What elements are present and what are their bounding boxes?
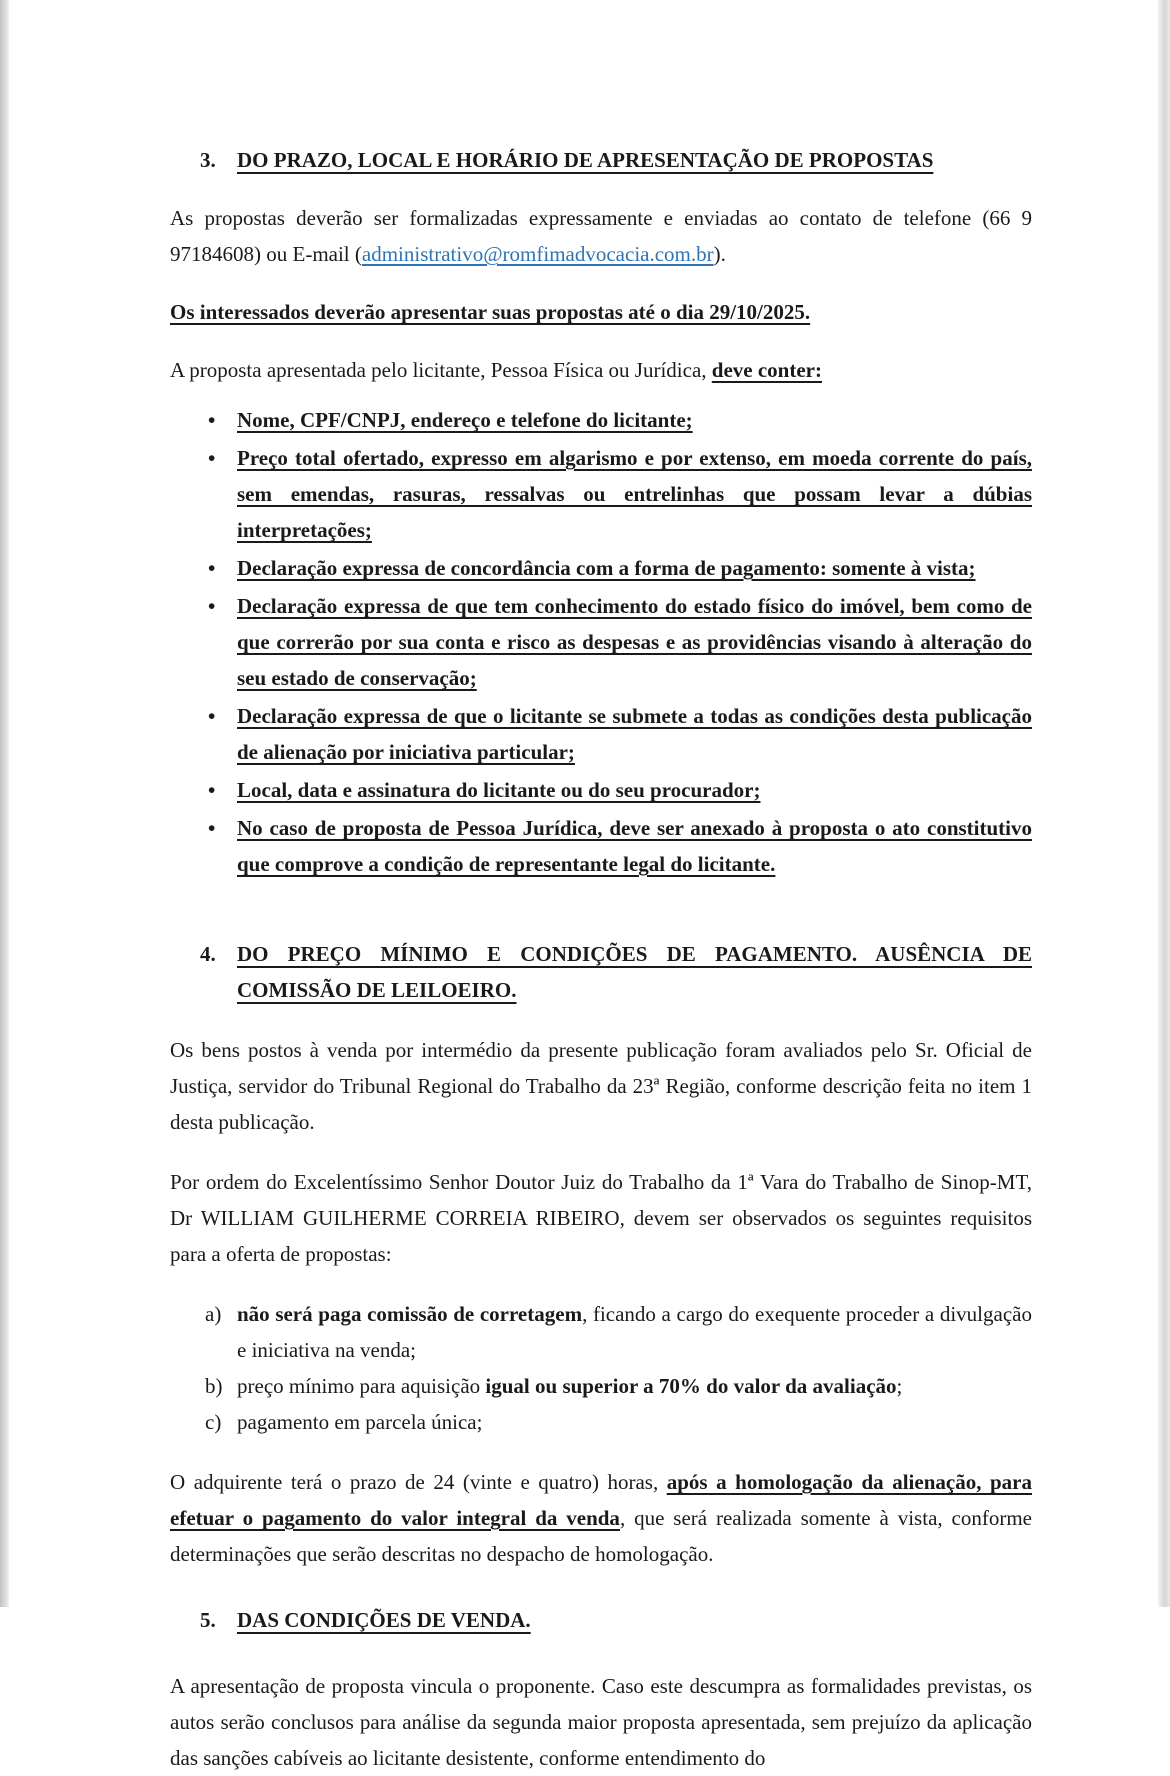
section-3-number: 3. [200, 148, 216, 172]
list-item [170, 402, 1032, 438]
email-link[interactable]: administrativo@romfimadvocacia.com.br [361, 242, 714, 266]
conditions-list [170, 1296, 1032, 1440]
page-edge-left [0, 0, 9, 1607]
para-court-order: Por ordem do Excelentíssimo Senhor Doutor Juiz do Trabalho da 1ª Vara do Trabalho de Sinop-MT, Dr WILLIAM GUILHERME CORREIA RIBEIRO, devem ser observados os seguintes requisitos para a oferta de propostas: [170, 1170, 1032, 1266]
list-item [170, 440, 1032, 548]
list-item [170, 588, 1032, 696]
para-contact-pre: As propostas deverão ser formalizadas expressamente e enviadas ao contato de telefone (66 9 97184608) ou E-mail ( [170, 206, 1032, 266]
para-payment-bold: após a homologação da alienação, para efetuar o pagamento do valor integral da venda [170, 1470, 1032, 1530]
para-payment-post: , que será realizada somente à vista, conforme determinações que serão descritas no despacho de homologação. [170, 1506, 1032, 1566]
list-item-pre: preço mínimo para aquisição [237, 1374, 486, 1398]
page-edge-right [1158, 0, 1170, 1607]
list-item [170, 1296, 1032, 1368]
list-item-label: a) [205, 1302, 222, 1326]
list-item-post: ; [896, 1374, 903, 1398]
section-4-title: DO PREÇO MÍNIMO E CONDIÇÕES DE PAGAMENTO. AUSÊNCIA DE COMISSÃO DE LEILOEIRO. [237, 942, 1032, 1002]
bullet-icon: • [208, 704, 216, 728]
bullet-icon: • [208, 408, 216, 432]
bullet-icon: • [208, 778, 216, 802]
document-content [170, 142, 1032, 1776]
list-item-text: Local, data e assinatura do licitante ou do seu procurador; [237, 778, 761, 802]
list-item-pre: pagamento em parcela única; [237, 1410, 483, 1434]
section-4-heading [200, 936, 1032, 1008]
para-payment-pre: O adquirente terá o prazo de 24 (vinte e quatro) horas, [170, 1470, 667, 1494]
list-item-text: Declaração expressa de concordância com a forma de pagamento: somente à vista; [237, 556, 976, 580]
para-contact [170, 200, 1032, 272]
section-4-number: 4. [200, 942, 216, 966]
bullet-icon: • [208, 816, 216, 840]
list-item-bold: não será paga comissão de corretagem [237, 1302, 583, 1326]
para-valuation: Os bens postos à venda por intermédio da presente publicação foram avaliados pelo Sr. Oficial de Justiça, servidor do Tribunal Regional do Trabalho da 23ª Região, conforme descrição feita no item 1 desta publicação. [170, 1038, 1032, 1134]
section-5-title: DAS CONDIÇÕES DE VENDA. [237, 1608, 531, 1632]
para-proposal-intro-bold: deve conter: [711, 358, 822, 382]
list-item-text: Declaração expressa de que tem conhecimento do estado físico do imóvel, bem como de que correrão por sua conta e risco as despesas e as providências visando à alteração do seu estado de conservação; [237, 594, 1032, 690]
section-5-number: 5. [200, 1608, 216, 1632]
list-item [170, 1368, 1032, 1404]
list-item-text: No caso de proposta de Pessoa Jurídica, deve ser anexado à proposta o ato constitutivo que comprove a condição de representante legal do licitante. [237, 816, 1032, 876]
section-3-title: DO PRAZO, LOCAL E HORÁRIO DE APRESENTAÇÃO DE PROPOSTAS [237, 148, 934, 172]
list-item-text: Declaração expressa de que o licitante se submete a todas as condições desta publicação de alienação por iniciativa particular; [237, 704, 1032, 764]
bullet-icon: • [208, 594, 216, 618]
para-payment-deadline [170, 1464, 1032, 1572]
list-item [170, 1404, 1032, 1440]
list-item-post: , ficando a cargo do exequente proceder a divulgação e iniciativa na venda; [237, 1302, 1032, 1362]
para-contact-post: ). [713, 242, 726, 266]
list-item [170, 550, 1032, 586]
bullet-icon: • [208, 446, 216, 470]
list-item [170, 698, 1032, 770]
list-item [170, 810, 1032, 882]
para-proposal-intro-pre: A proposta apresentada pelo licitante, Pessoa Física ou Jurídica, [170, 358, 712, 382]
para-deadline: Os interessados deverão apresentar suas propostas até o dia 29/10/2025. [170, 300, 811, 324]
section-3-heading [200, 142, 1032, 178]
list-item [170, 772, 1032, 808]
proposal-requirements-list [170, 402, 1032, 882]
list-item-bold: igual ou superior a 70% do valor da avaliação [485, 1374, 897, 1398]
para-proposal-intro [170, 352, 1032, 388]
list-item-label: b) [205, 1374, 223, 1398]
list-item-text: Nome, CPF/CNPJ, endereço e telefone do licitante; [237, 408, 693, 432]
section-5-heading [200, 1602, 1032, 1638]
list-item-text: Preço total ofertado, expresso em algarismo e por extenso, em moeda corrente do país, sem emendas, rasuras, ressalvas ou entrelinhas que possam levar a dúbias interpretações; [237, 446, 1032, 542]
list-item-label: c) [205, 1410, 222, 1434]
para-sale-conditions: A apresentação de proposta vincula o proponente. Caso este descumpra as formalidades previstas, os autos serão conclusos para análise da segunda maior proposta apresentada, sem prejuízo da aplicação das sanções cabíveis ao licitante desistente, conforme entendimento do [170, 1674, 1032, 1770]
bullet-icon: • [208, 556, 216, 580]
